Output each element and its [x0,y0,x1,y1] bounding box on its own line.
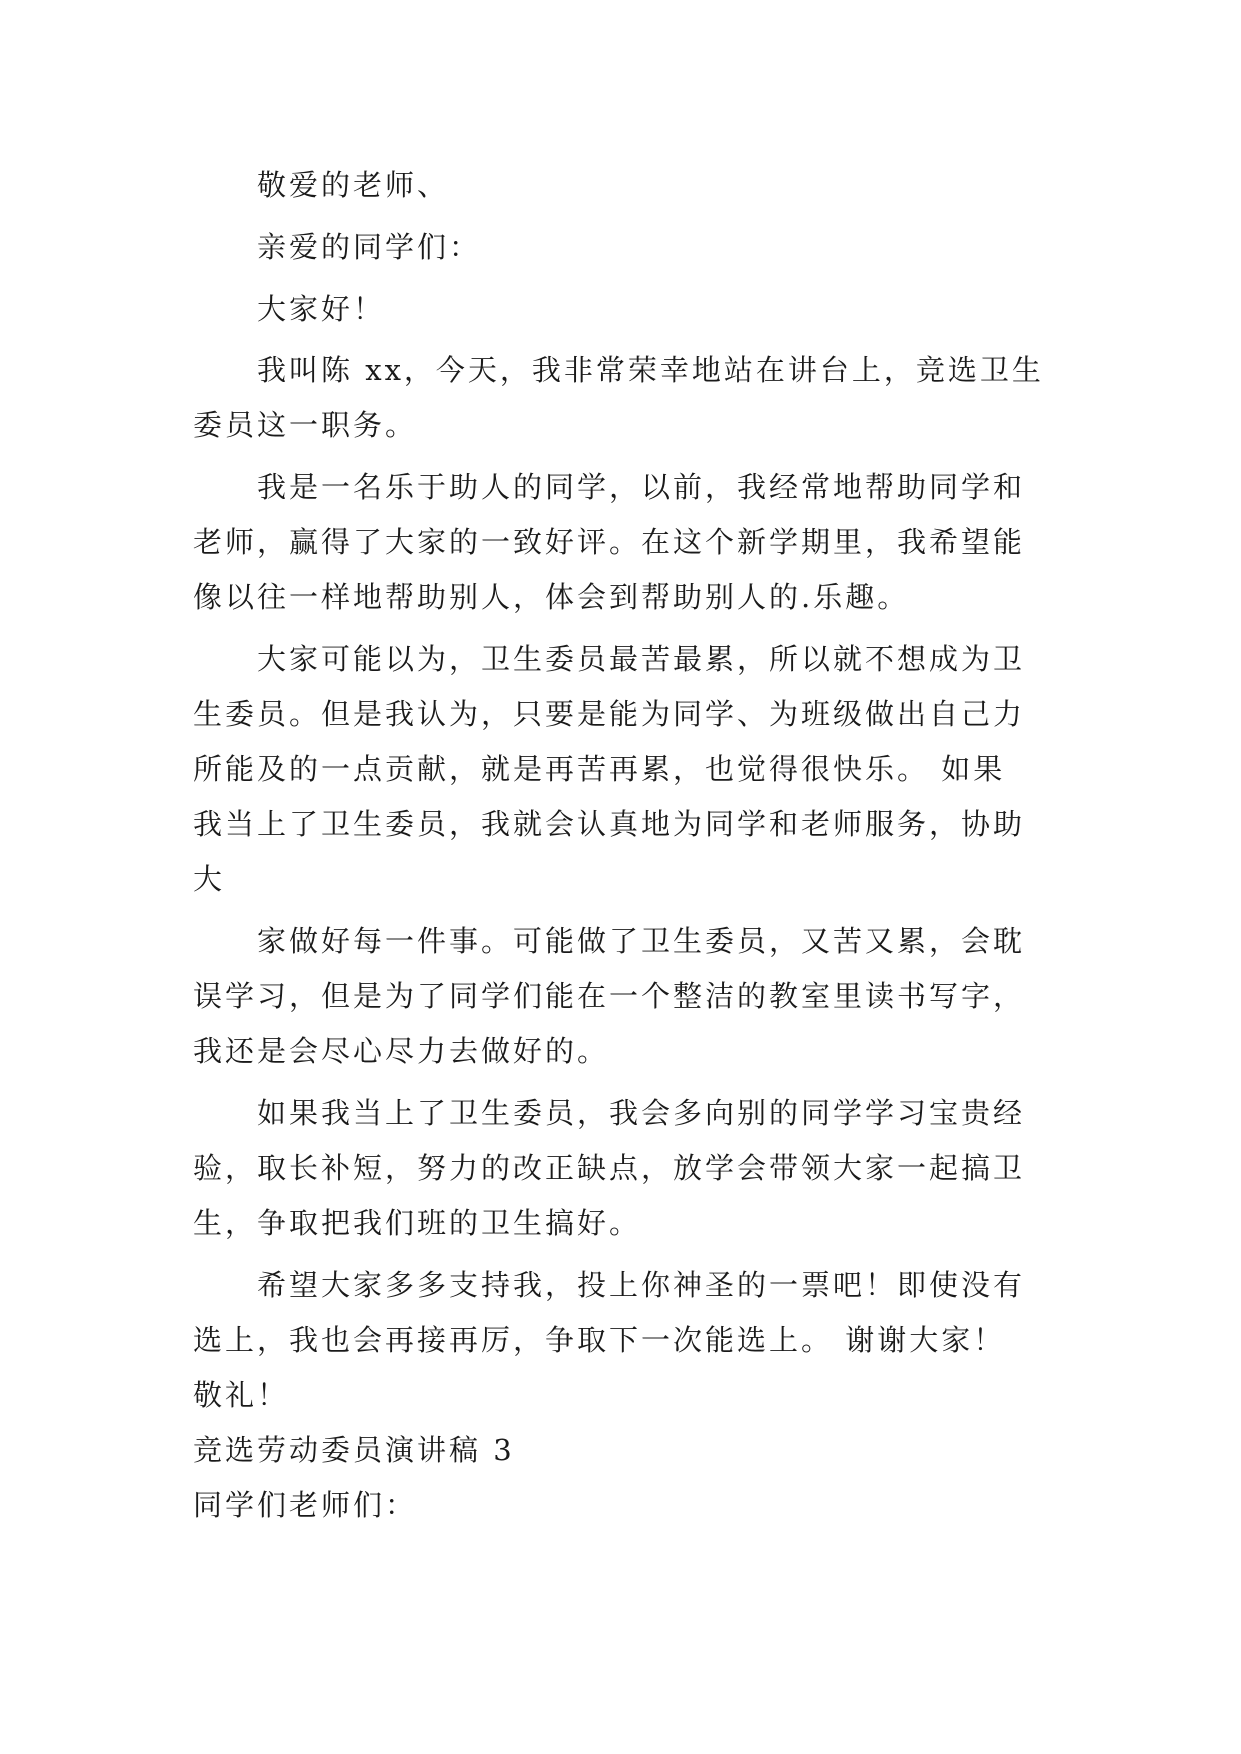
paragraph-4-line-3: 我还是会尽心尽力去做好的。 [193,1034,610,1068]
section-title: 竞选劳动委员演讲稿 3 [193,1433,515,1467]
paragraph-1-line-1: 我叫陈 xx，今天，我非常荣幸地站在讲台上，竞选卫生 [257,353,1044,387]
next-greeting: 同学们老师们： [193,1488,418,1522]
paragraph-5-line-1: 如果我当上了卫生委员，我会多向别的同学学习宝贵经 [257,1096,1026,1130]
paragraph-2-line-3: 像以往一样地帮助别人，体会到帮助别人的.乐趣。 [193,580,910,614]
closing-salute: 敬礼！ [193,1378,290,1412]
paragraph-5-line-3: 生，争取把我们班的卫生搞好。 [193,1206,642,1240]
paragraph-6-line-1: 希望大家多多支持我，投上你神圣的一票吧！即使没有 [257,1268,1026,1302]
paragraph-3-line-5: 大 [193,862,226,896]
paragraph-4-line-1: 家做好每一件事。可能做了卫生委员，又苦又累，会耽 [257,924,1026,958]
greeting-classmates: 亲爱的同学们： [257,230,482,264]
paragraph-2-line-1: 我是一名乐于助人的同学，以前，我经常地帮助同学和 [257,470,1026,504]
paragraph-6-line-2: 选上，我也会再接再厉，争取下一次能选上。 谢谢大家！ [193,1323,1006,1357]
greeting-hello: 大家好！ [257,292,386,326]
paragraph-3-line-4: 我当上了卫生委员，我就会认真地为同学和老师服务，协助 [193,807,1026,841]
paragraph-3-line-2: 生委员。但是我认为，只要是能为同学、为班级做出自己力 [193,697,1026,731]
paragraph-1-line-2: 委员这一职务。 [193,408,418,442]
paragraph-3-line-1: 大家可能以为，卫生委员最苦最累，所以就不想成为卫 [257,642,1026,676]
paragraph-4-line-2: 误学习，但是为了同学们能在一个整洁的教室里读书写字， [193,979,1026,1013]
paragraph-3-line-3: 所能及的一点贡献，就是再苦再累，也觉得很快乐。 如果 [193,752,1006,786]
greeting-teachers: 敬爱的老师、 [257,168,450,202]
paragraph-5-line-2: 验，取长补短，努力的改正缺点，放学会带领大家一起搞卫 [193,1151,1026,1185]
paragraph-2-line-2: 老师，赢得了大家的一致好评。在这个新学期里，我希望能 [193,525,1026,559]
